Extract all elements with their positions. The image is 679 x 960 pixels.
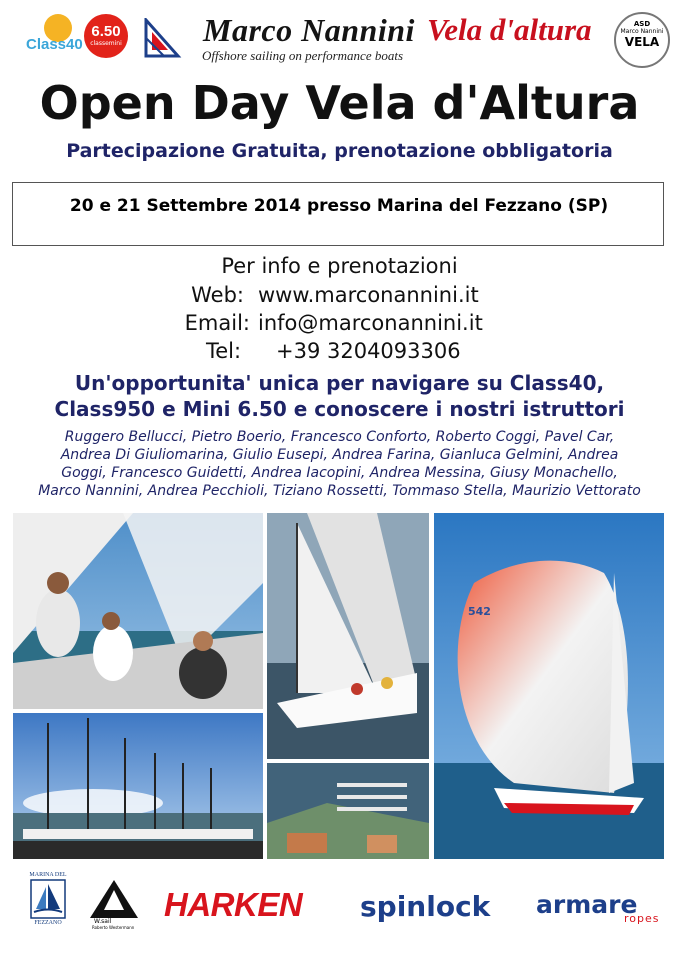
marina-sail-icon [30,879,66,919]
harken-logo: HARKEN [164,886,303,923]
opportunity-line-2: Class950 e Mini 6.50 e conoscere i nostri istruttori [54,397,625,421]
armare-logo: armare [536,890,638,919]
mini650-logo [84,14,128,58]
sail-number-label: 542 [468,605,491,618]
instructor-list [0,428,679,500]
asd-logo-line2: Marco Nannini [620,28,664,35]
photo-mini650-spinnaker [434,513,664,859]
wsail-logo [86,880,142,932]
mini650-logo-small: classemini [90,40,122,47]
marina-fezzano-logo [28,872,68,934]
asd-logo-line3: VELA [624,35,660,49]
page-title: Open Day Vela d'Altura [39,76,640,130]
tel-value[interactable]: +39 3204093306 [276,339,461,363]
photo-marina-masts [13,713,263,859]
date-line: 20 e 21 Settembre 2014 presso Marina del Fezzano (SP) [69,196,609,216]
marina-logo-line2: FEZZANO [34,920,62,926]
subtitle: Partecipazione Gratuita, prenotazione obbligatoria [66,140,613,162]
date-box [12,182,664,246]
brand-tagline: Offshore sailing on performance boats [202,48,404,63]
photo-marina-aerial [267,763,429,859]
class40-logo [26,14,83,58]
header-logos [0,0,679,72]
photo-crew-on-deck [13,513,263,709]
wsail-text: W.sail [94,918,112,925]
photo-boat-upwind [267,513,429,759]
web-label: Web: [191,283,244,307]
brand-name: Marco Nannini [203,12,415,48]
hull-number-label: 542 [512,789,538,803]
email-link[interactable]: info@marconannini.it [258,311,483,335]
marina-logo-line1: MARINA DEL [29,872,67,878]
tel-label: Tel: [206,339,242,363]
contact-heading: Per info e prenotazioni [221,254,458,278]
web-link[interactable]: www.marconannini.it [258,283,479,307]
wsail-sail-icon [86,880,142,920]
instructor-line-3: Goggi, Francesco Guidetti, Andrea Iacopini, Andrea Messina, Giusy Monachello, [61,465,618,481]
email-label: Email: [184,311,250,335]
asd-logo-line1: ASD [633,20,651,28]
armare-ropes-text: ropes [624,912,660,925]
class40-logo-text: Class40 [26,36,83,53]
instructor-line-1: Ruggero Bellucci, Pietro Boerio, Francesco Conforto, Roberto Coggi, Pavel Car, [64,429,615,445]
wsail-subtext: Roberto Westermann [92,925,135,930]
asd-vela-logo [614,12,670,68]
instructor-line-2: Andrea Di Giuliomarina, Giulio Eusepi, Andrea Farina, Gianluca Gelmini, Andrea [60,447,619,463]
instructor-line-4: Marco Nannini, Andrea Pecchioli, Tiziano Rossetti, Tommaso Stella, Maurizio Vettorato [38,483,641,499]
class950-sail-icon [142,18,182,60]
opportunity-line-1: Un'opportunita' unica per navigare su Class40, [74,371,605,395]
brand-vela-daltura: Vela d'altura [427,12,592,47]
spinlock-logo: spinlock [360,890,491,923]
mini650-logo-text: 6.50 [91,23,121,40]
